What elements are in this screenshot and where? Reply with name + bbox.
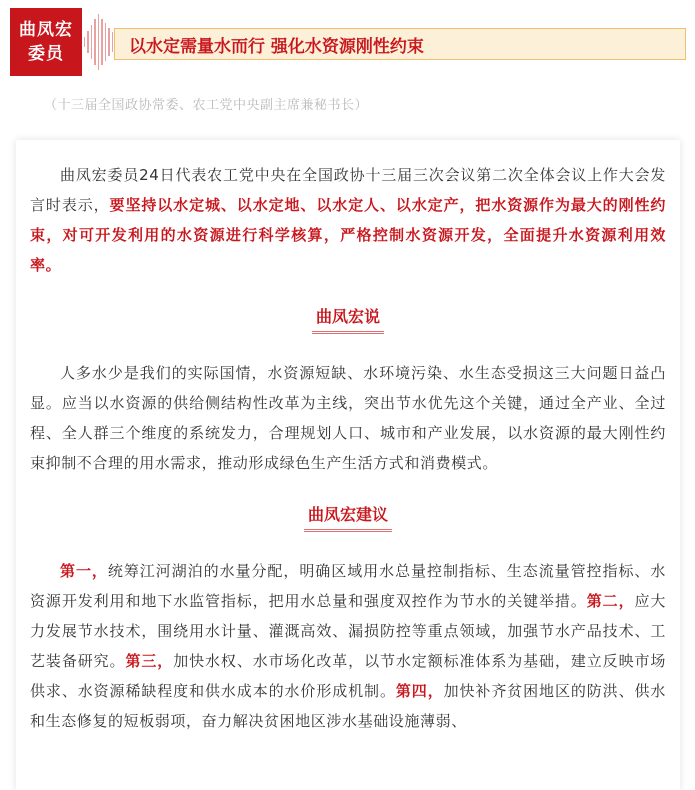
section-heading-suggest — [30, 500, 666, 536]
article-header — [0, 0, 695, 113]
suggest-text-3: 加快水权、水市场化改革，以节水定额标准体系为基础，建立反映市场供求、水资源稀缺程度和供水成本的水价形成机制。 — [30, 652, 666, 700]
section-heading-says — [30, 302, 666, 338]
section-heading-suggest-label: 曲凤宏建议 — [304, 500, 392, 532]
intro-emphasis: 要坚持以水定城、以水定地、以水定人、以水定产，把水资源作为最大的刚性约束，对可开发利用的水资源进行科学核算，严格控制水资源开发，全面提升水资源利用效率。 — [30, 196, 666, 274]
suggest-text-4: 加快补齐贫困地区的防洪、供水和生态修复的短板弱项，奋力解决贫困地区涉水基础设施薄弱、 — [30, 682, 667, 730]
member-role: 委员 — [28, 44, 64, 64]
member-title-subtitle: （十三届全国政协常委、农工党中央副主席兼秘书长） — [44, 98, 369, 113]
intro-paragraph — [30, 160, 666, 280]
suggest-label-1: 第一， — [60, 562, 108, 580]
says-paragraph: 人多水少是我们的实际国情，水资源短缺、水环境污染、水生态受损这三大问题日益凸显。应当以水资源的供给侧结构性改革为主线，突出节水优先这个关键，通过全产业、全过程、全人群三个维度的系统发力，合理规划人口、城市和产业发展，以水资源的最大刚性约束抑制不合理的用水需求，推动形成绿色生产生活方式和消费模式。 — [30, 364, 666, 472]
section-heading-says-label: 曲凤宏说 — [312, 302, 384, 334]
member-name: 曲凤宏 — [19, 20, 73, 40]
suggest-label-2: 第二， — [586, 592, 635, 610]
suggest-text-2: 应大力发展节水技术，围绕用水计量、灌溉高效、漏损防控等重点领域，加强节水产品技术、工艺装备研究。 — [30, 592, 666, 670]
member-name-badge — [10, 8, 82, 76]
suggest-text-1: 统筹江河湖泊的水量分配，明确区域用水总量控制指标、生态流量管控指标、水资源开发利用和地下水监管指标，把用水总量和强度双控作为节水的关键举措。 — [30, 562, 666, 610]
content-card — [16, 140, 680, 790]
intro-text: 曲凤宏委员24日代表农工党中央在全国政协十三届三次会议第二次全体会议上作大会发言时表示， — [30, 166, 666, 214]
suggest-label-3: 第三， — [125, 652, 174, 670]
suggest-paragraph — [30, 556, 666, 736]
article-title: 以水定需量水而行 强化水资源刚性约束 — [114, 28, 686, 60]
suggest-label-4: 第四， — [395, 682, 444, 700]
